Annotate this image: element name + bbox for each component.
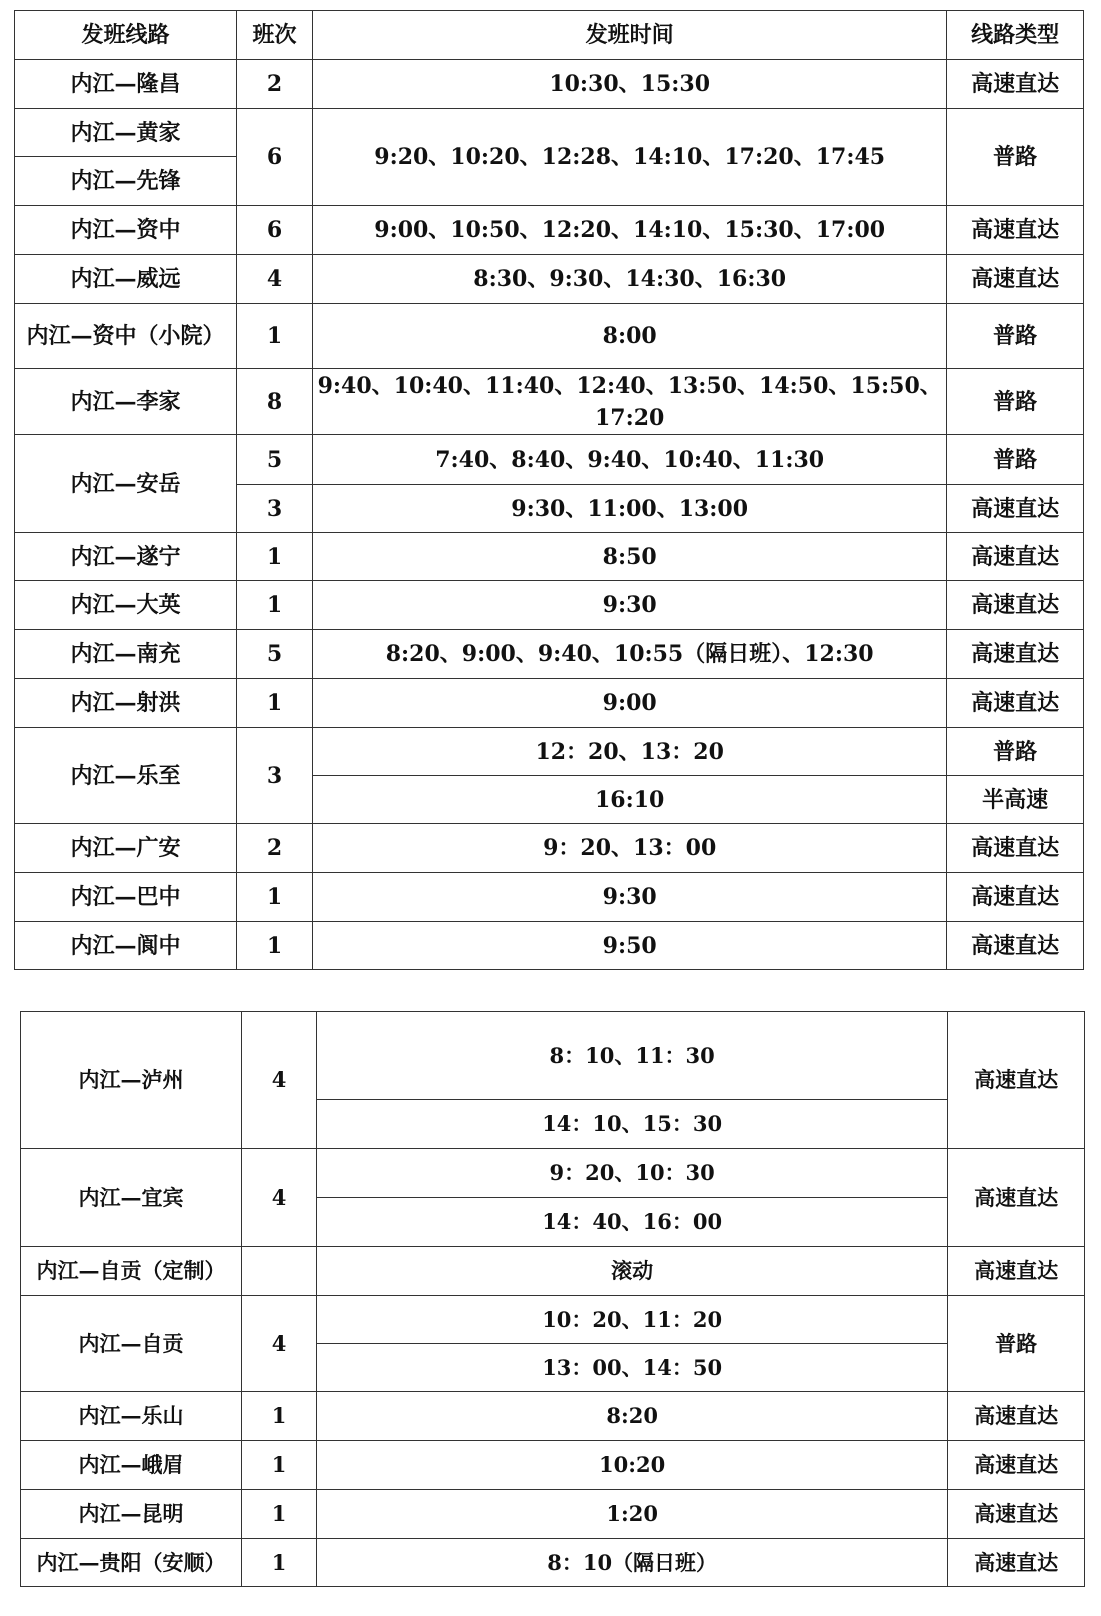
type-cell: 高速直达 [947, 206, 1084, 255]
table-row [15, 630, 1084, 679]
time-cell: 9:30、11:00、13:00 [313, 485, 947, 533]
table-row [21, 1012, 1085, 1100]
time-cell: 8:20、9:00、9:40、10:55（隔日班）、12:30 [313, 630, 947, 679]
time-cell: 8:30、9:30、14:30、16:30 [313, 255, 947, 304]
route-cell: 内江—泸州 [21, 1012, 242, 1149]
count-cell: 4 [242, 1012, 317, 1149]
type-cell: 高速直达 [948, 1012, 1085, 1149]
count-cell: 5 [237, 630, 313, 679]
table-row [15, 60, 1084, 109]
route-cell: 内江—自贡（定制） [21, 1247, 242, 1296]
route-cell: 内江—遂宁 [15, 533, 237, 581]
route-cell: 内江—资中 [15, 206, 237, 255]
type-cell: 高速直达 [948, 1247, 1085, 1296]
type-cell: 普路 [947, 304, 1084, 369]
table-row [21, 1441, 1085, 1490]
count-cell [242, 1247, 317, 1296]
route-cell: 内江—广安 [15, 824, 237, 873]
count-cell: 6 [237, 109, 313, 206]
time-cell: 9:20、10:20、12:28、14:10、17:20、17:45 [313, 109, 947, 206]
time-cell: 8:50 [313, 533, 947, 581]
count-cell: 1 [237, 533, 313, 581]
count-cell: 5 [237, 435, 313, 485]
type-cell: 高速直达 [947, 581, 1084, 630]
count-cell: 8 [237, 369, 313, 435]
route-cell: 内江—南充 [15, 630, 237, 679]
type-cell: 高速直达 [947, 255, 1084, 304]
count-cell: 3 [237, 728, 313, 824]
route-cell: 内江—李家 [15, 369, 237, 435]
time-cell: 9：20、13：00 [313, 824, 947, 873]
table-row [21, 1247, 1085, 1296]
route-cell: 内江—安岳 [15, 435, 237, 533]
table-row [15, 435, 1084, 485]
type-cell: 普路 [947, 369, 1084, 435]
count-cell: 1 [242, 1490, 317, 1539]
time-cell: 10:20 [317, 1441, 948, 1490]
type-cell: 高速直达 [947, 679, 1084, 728]
table-row [15, 679, 1084, 728]
count-cell: 3 [237, 485, 313, 533]
route-cell: 内江—乐至 [15, 728, 237, 824]
type-cell: 高速直达 [947, 630, 1084, 679]
type-cell: 高速直达 [948, 1490, 1085, 1539]
time-cell: 9:00、10:50、12:20、14:10、15:30、17:00 [313, 206, 947, 255]
table-row [15, 255, 1084, 304]
count-cell: 1 [242, 1441, 317, 1490]
table-row [15, 533, 1084, 581]
table-row [15, 206, 1084, 255]
table-row [15, 922, 1084, 970]
type-cell: 高速直达 [947, 485, 1084, 533]
time-cell: 10:30、15:30 [313, 60, 947, 109]
count-cell: 1 [237, 679, 313, 728]
time-cell: 9:00 [313, 679, 947, 728]
count-cell: 1 [242, 1539, 317, 1587]
count-cell: 6 [237, 206, 313, 255]
count-cell: 4 [242, 1149, 317, 1247]
time-cell: 13：00、14：50 [317, 1344, 948, 1392]
table-row [15, 109, 1084, 157]
count-cell: 1 [237, 922, 313, 970]
schedule-table-bottom [20, 1011, 1085, 1587]
count-cell: 2 [237, 824, 313, 873]
table-row [15, 873, 1084, 922]
table-row [21, 1392, 1085, 1441]
time-cell: 8：10、11：30 [317, 1012, 948, 1100]
route-cell: 内江—黄家 [15, 109, 237, 157]
header-row [15, 11, 1084, 60]
type-cell: 高速直达 [947, 873, 1084, 922]
type-cell: 高速直达 [947, 60, 1084, 109]
count-cell: 1 [237, 873, 313, 922]
time-cell: 8：10（隔日班） [317, 1539, 948, 1587]
count-cell: 4 [237, 255, 313, 304]
route-cell: 内江—先锋 [15, 157, 237, 206]
time-cell: 9:30 [313, 873, 947, 922]
route-cell: 内江—巴中 [15, 873, 237, 922]
route-cell: 内江—隆昌 [15, 60, 237, 109]
type-cell: 普路 [947, 435, 1084, 485]
route-cell: 内江—昆明 [21, 1490, 242, 1539]
table-row [15, 728, 1084, 776]
route-cell: 内江—大英 [15, 581, 237, 630]
table-row [15, 369, 1084, 435]
type-cell: 高速直达 [948, 1539, 1085, 1587]
time-cell: 8:00 [313, 304, 947, 369]
count-cell: 1 [242, 1392, 317, 1441]
table-row [21, 1149, 1085, 1198]
type-cell: 高速直达 [948, 1149, 1085, 1247]
route-cell: 内江—射洪 [15, 679, 237, 728]
table-row [21, 1490, 1085, 1539]
table-row [15, 304, 1084, 369]
type-cell: 高速直达 [947, 922, 1084, 970]
type-cell: 高速直达 [947, 824, 1084, 873]
time-cell: 9：20、10：30 [317, 1149, 948, 1198]
time-cell: 7:40、8:40、9:40、10:40、11:30 [313, 435, 947, 485]
route-cell: 内江—峨眉 [21, 1441, 242, 1490]
header-route: 发班线路 [15, 11, 237, 60]
table-row [21, 1539, 1085, 1587]
time-cell: 14：10、15：30 [317, 1100, 948, 1149]
route-cell: 内江—阆中 [15, 922, 237, 970]
time-cell: 10：20、11：20 [317, 1296, 948, 1344]
time-cell: 9:40、10:40、11:40、12:40、13:50、14:50、15:50、17:20 [313, 369, 947, 435]
header-count: 班次 [237, 11, 313, 60]
route-cell: 内江—贵阳（安顺） [21, 1539, 242, 1587]
time-cell: 1:20 [317, 1490, 948, 1539]
count-cell: 2 [237, 60, 313, 109]
table-row [15, 824, 1084, 873]
route-cell: 内江—宜宾 [21, 1149, 242, 1247]
table-row [21, 1296, 1085, 1344]
type-cell: 普路 [948, 1296, 1085, 1392]
type-cell: 普路 [947, 109, 1084, 206]
type-cell: 高速直达 [947, 533, 1084, 581]
route-cell: 内江—威远 [15, 255, 237, 304]
route-cell: 内江—乐山 [21, 1392, 242, 1441]
count-cell: 4 [242, 1296, 317, 1392]
count-cell: 1 [237, 581, 313, 630]
header-type: 线路类型 [947, 11, 1084, 60]
type-cell: 高速直达 [948, 1392, 1085, 1441]
time-cell: 9:30 [313, 581, 947, 630]
table-row [15, 581, 1084, 630]
type-cell: 高速直达 [948, 1441, 1085, 1490]
route-cell: 内江—自贡 [21, 1296, 242, 1392]
time-cell: 8:20 [317, 1392, 948, 1441]
type-cell: 半高速 [947, 776, 1084, 824]
time-cell: 9:50 [313, 922, 947, 970]
time-cell: 16:10 [313, 776, 947, 824]
time-cell: 14：40、16：00 [317, 1198, 948, 1247]
schedule-table-top [14, 10, 1084, 970]
time-cell: 12：20、13：20 [313, 728, 947, 776]
count-cell: 1 [237, 304, 313, 369]
route-cell: 内江—资中（小院） [15, 304, 237, 369]
type-cell: 普路 [947, 728, 1084, 776]
time-cell: 滚动 [317, 1247, 948, 1296]
header-time: 发班时间 [313, 11, 947, 60]
